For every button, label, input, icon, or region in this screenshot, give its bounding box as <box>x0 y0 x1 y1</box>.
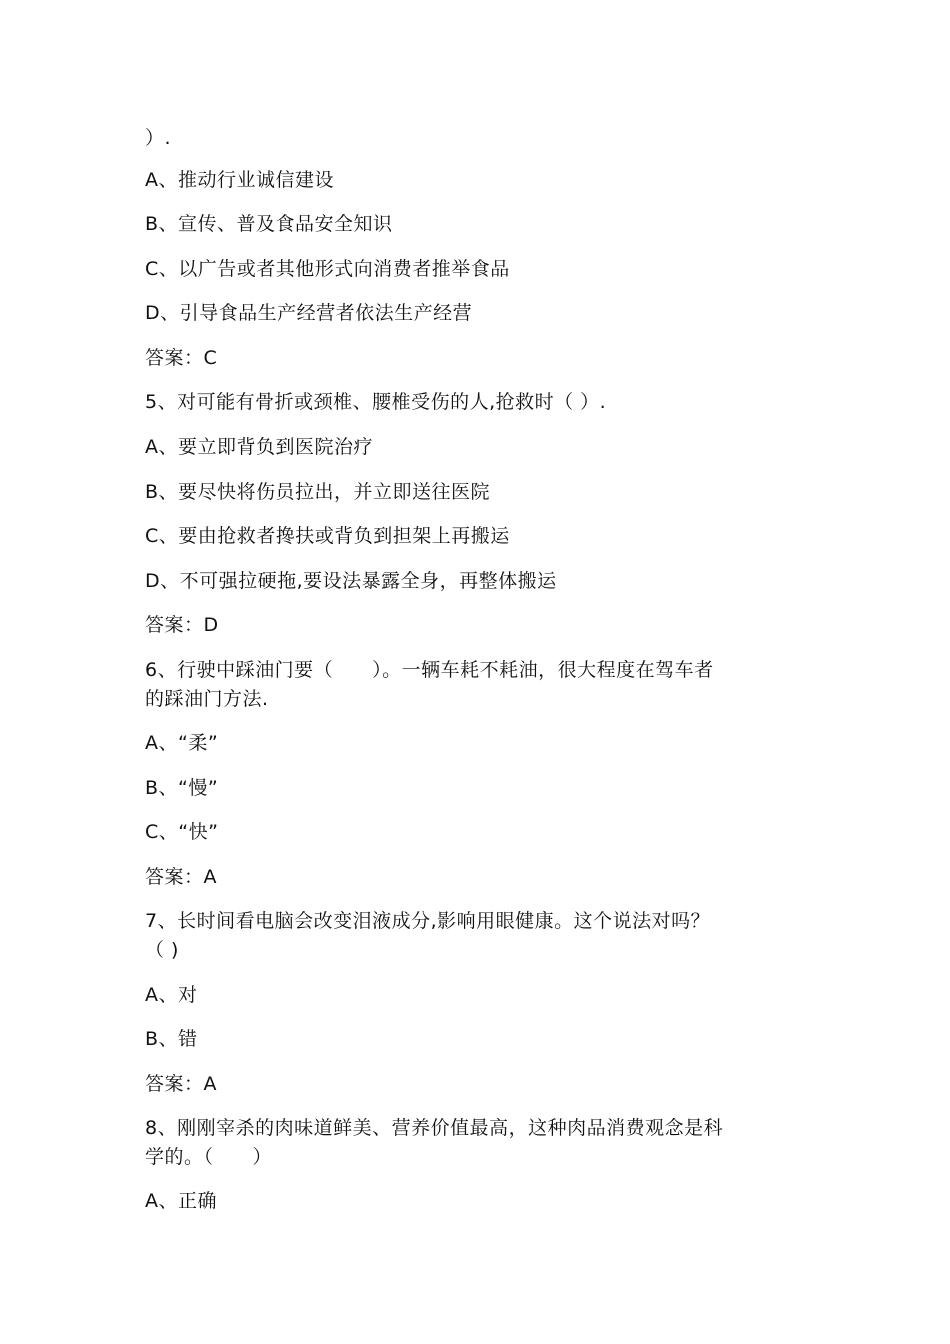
question-5-option-d: D、不可强拉硬拖,要设法暴露全身，再整体搬运 <box>145 570 557 592</box>
question-6-stem-line-2: 的踩油门方法. <box>145 688 269 710</box>
question-8-option-a: A、正确 <box>145 1190 217 1212</box>
question-5-stem: 5、对可能有骨折或颈椎、腰椎受伤的人,抢救时（ ）. <box>145 391 607 413</box>
question-7-stem-line-1: 7、长时间看电脑会改变泪液成分,影响用眼健康。这个说法对吗？ <box>145 910 711 932</box>
question-6-option-a: A、“柔” <box>145 732 219 754</box>
question-7-option-b: B、错 <box>145 1028 198 1050</box>
question-5-answer: 答案：D <box>145 614 219 636</box>
question-5-option-b: B、要尽快将伤员拉出，并立即送往医院 <box>145 481 491 503</box>
question-4-option-d: D、引导食品生产经营者依法生产经营 <box>145 302 473 324</box>
question-5-option-a: A、要立即背负到医院治疗 <box>145 436 373 458</box>
question-7-stem-line-2: （ ) <box>145 939 179 961</box>
question-6-stem-line-1: 6、行驶中踩油门要（ ）。一辆车耗不耗油，很大程度在驾车者 <box>145 659 714 681</box>
question-7-answer: 答案：A <box>145 1073 217 1095</box>
question-8-stem-line-1: 8、刚刚宰杀的肉味道鲜美、营养价值最高，这种肉品消费观念是科 <box>145 1117 724 1139</box>
question-4-answer: 答案：C <box>145 347 218 369</box>
question-4-option-a: A、推动行业诚信建设 <box>145 169 334 191</box>
question-4-option-c: C、以广告或者其他形式向消费者推举食品 <box>145 258 510 280</box>
question-6-answer: 答案：A <box>145 866 217 888</box>
question-7-option-a: A、对 <box>145 984 198 1006</box>
question-6-option-b: B、“慢” <box>145 777 219 799</box>
question-4-option-b: B、宣传、普及食品安全知识 <box>145 213 393 235</box>
question-4-stem-tail: ）. <box>145 127 172 149</box>
question-6-option-c: C、“快” <box>145 821 219 843</box>
question-8-stem-line-2: 学的。（ ） <box>145 1146 273 1168</box>
question-5-option-c: C、要由抢救者搀扶或背负到担架上再搬运 <box>145 525 510 547</box>
